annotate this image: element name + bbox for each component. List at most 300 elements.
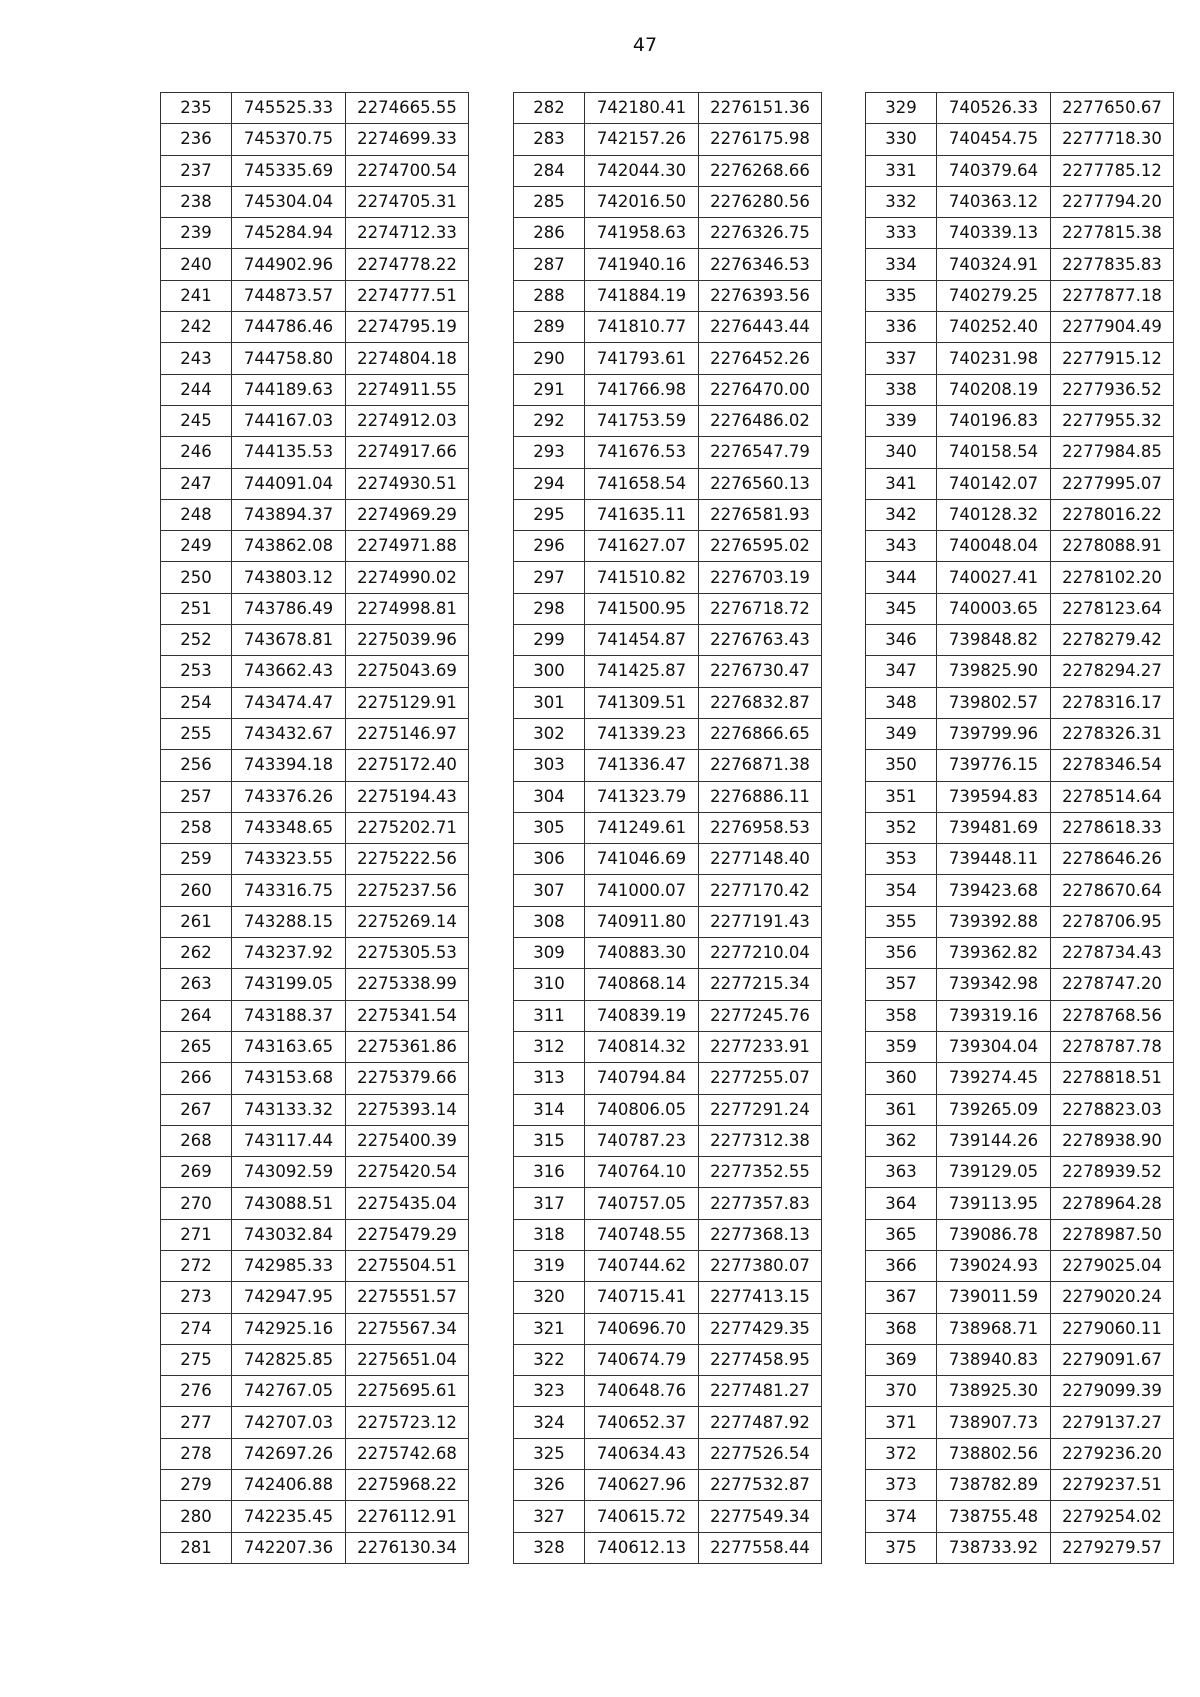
y-coordinate-cell: 2274665.55 [346,93,469,124]
y-coordinate-cell: 2275222.56 [346,844,469,875]
y-coordinate-cell: 2274705.31 [346,186,469,217]
point-number-cell: 245 [161,405,232,436]
y-coordinate-cell: 2275237.56 [346,875,469,906]
table-row [866,1188,1174,1219]
x-coordinate-cell: 739448.11 [937,844,1051,875]
y-coordinate-cell: 2274912.03 [346,405,469,436]
table-row [161,405,469,436]
x-coordinate-cell: 741627.07 [585,531,699,562]
point-number-cell: 250 [161,562,232,593]
y-coordinate-cell: 2279025.04 [1051,1250,1174,1281]
table-row [161,1282,469,1313]
y-coordinate-cell: 2274712.33 [346,218,469,249]
x-coordinate-cell: 742044.30 [585,155,699,186]
y-coordinate-cell: 2276452.26 [699,343,822,374]
y-coordinate-cell: 2277794.20 [1051,186,1174,217]
x-coordinate-cell: 738925.30 [937,1376,1051,1407]
table-row [866,1094,1174,1125]
y-coordinate-cell: 2279237.51 [1051,1470,1174,1501]
point-number-cell: 274 [161,1313,232,1344]
table-row [161,812,469,843]
table-row [161,687,469,718]
table-row [514,124,822,155]
point-number-cell: 362 [866,1125,937,1156]
table-row [514,562,822,593]
y-coordinate-cell: 2278102.20 [1051,562,1174,593]
y-coordinate-cell: 2277877.18 [1051,280,1174,311]
x-coordinate-cell: 740794.84 [585,1063,699,1094]
x-coordinate-cell: 742985.33 [232,1250,346,1281]
table-row [514,93,822,124]
point-number-cell: 310 [514,969,585,1000]
y-coordinate-cell: 2277429.35 [699,1313,822,1344]
y-coordinate-cell: 2277984.85 [1051,437,1174,468]
x-coordinate-cell: 741658.54 [585,468,699,499]
x-coordinate-cell: 745370.75 [232,124,346,155]
x-coordinate-cell: 741766.98 [585,374,699,405]
table-row [161,1188,469,1219]
y-coordinate-cell: 2276730.47 [699,656,822,687]
table-row [161,844,469,875]
point-number-cell: 286 [514,218,585,249]
x-coordinate-cell: 740526.33 [937,93,1051,124]
x-coordinate-cell: 740648.76 [585,1376,699,1407]
point-number-cell: 322 [514,1344,585,1375]
point-number-cell: 341 [866,468,937,499]
y-coordinate-cell: 2277936.52 [1051,374,1174,405]
y-coordinate-cell: 2279060.11 [1051,1313,1174,1344]
table-row [161,531,469,562]
x-coordinate-cell: 742016.50 [585,186,699,217]
y-coordinate-cell: 2277148.40 [699,844,822,875]
x-coordinate-cell: 739423.68 [937,875,1051,906]
table-row [866,1376,1174,1407]
x-coordinate-cell: 744902.96 [232,249,346,280]
y-coordinate-cell: 2278294.27 [1051,656,1174,687]
table-row [866,969,1174,1000]
point-number-cell: 369 [866,1344,937,1375]
point-number-cell: 350 [866,750,937,781]
y-coordinate-cell: 2278747.20 [1051,969,1174,1000]
x-coordinate-cell: 740027.41 [937,562,1051,593]
y-coordinate-cell: 2276130.34 [346,1532,469,1563]
point-number-cell: 368 [866,1313,937,1344]
point-number-cell: 273 [161,1282,232,1313]
y-coordinate-cell: 2277718.30 [1051,124,1174,155]
y-coordinate-cell: 2278279.42 [1051,625,1174,656]
x-coordinate-cell: 743678.81 [232,625,346,656]
y-coordinate-cell: 2279279.57 [1051,1532,1174,1563]
table-row [866,1219,1174,1250]
y-coordinate-cell: 2275968.22 [346,1470,469,1501]
point-number-cell: 307 [514,875,585,906]
point-number-cell: 277 [161,1407,232,1438]
table-row [866,625,1174,656]
y-coordinate-cell: 2275129.91 [346,687,469,718]
table-row [866,593,1174,624]
point-number-cell: 298 [514,593,585,624]
table-row [161,218,469,249]
point-number-cell: 306 [514,844,585,875]
table-row [866,1501,1174,1532]
point-number-cell: 282 [514,93,585,124]
y-coordinate-cell: 2277915.12 [1051,343,1174,374]
y-coordinate-cell: 2275567.34 [346,1313,469,1344]
x-coordinate-cell: 742947.95 [232,1282,346,1313]
y-coordinate-cell: 2275420.54 [346,1157,469,1188]
table-row [514,687,822,718]
x-coordinate-cell: 739011.59 [937,1282,1051,1313]
table-row [161,1501,469,1532]
x-coordinate-cell: 740379.64 [937,155,1051,186]
table-row [514,1344,822,1375]
y-coordinate-cell: 2277549.34 [699,1501,822,1532]
point-number-cell: 259 [161,844,232,875]
table-row [866,468,1174,499]
point-number-cell: 313 [514,1063,585,1094]
x-coordinate-cell: 742235.45 [232,1501,346,1532]
table-row [161,1157,469,1188]
point-number-cell: 372 [866,1438,937,1469]
x-coordinate-cell: 741425.87 [585,656,699,687]
point-number-cell: 366 [866,1250,937,1281]
y-coordinate-cell: 2278316.17 [1051,687,1174,718]
x-coordinate-cell: 741958.63 [585,218,699,249]
point-number-cell: 279 [161,1470,232,1501]
point-number-cell: 290 [514,343,585,374]
x-coordinate-cell: 739776.15 [937,750,1051,781]
x-coordinate-cell: 740787.23 [585,1125,699,1156]
point-number-cell: 280 [161,1501,232,1532]
point-number-cell: 247 [161,468,232,499]
x-coordinate-cell: 741309.51 [585,687,699,718]
table-row [514,938,822,969]
y-coordinate-cell: 2277785.12 [1051,155,1174,186]
table-row [866,343,1174,374]
table-row [161,124,469,155]
y-coordinate-cell: 2277291.24 [699,1094,822,1125]
table-row [514,1376,822,1407]
y-coordinate-cell: 2275039.96 [346,625,469,656]
x-coordinate-cell: 740715.41 [585,1282,699,1313]
table-row [161,593,469,624]
point-number-cell: 348 [866,687,937,718]
point-number-cell: 367 [866,1282,937,1313]
y-coordinate-cell: 2276151.36 [699,93,822,124]
y-coordinate-cell: 2276443.44 [699,312,822,343]
table-row [161,1470,469,1501]
table-row [514,218,822,249]
point-number-cell: 312 [514,1031,585,1062]
point-number-cell: 251 [161,593,232,624]
y-coordinate-cell: 2277215.34 [699,969,822,1000]
point-number-cell: 326 [514,1470,585,1501]
table-row [866,1063,1174,1094]
x-coordinate-cell: 745304.04 [232,186,346,217]
point-number-cell: 327 [514,1501,585,1532]
y-coordinate-cell: 2275341.54 [346,1000,469,1031]
point-number-cell: 278 [161,1438,232,1469]
table-row [514,531,822,562]
x-coordinate-cell: 743786.49 [232,593,346,624]
table-row [514,906,822,937]
y-coordinate-cell: 2274917.66 [346,437,469,468]
x-coordinate-cell: 740757.05 [585,1188,699,1219]
x-coordinate-cell: 743092.59 [232,1157,346,1188]
table-row [161,1376,469,1407]
table-row [866,124,1174,155]
table-row [514,656,822,687]
table-row [514,1031,822,1062]
x-coordinate-cell: 741510.82 [585,562,699,593]
table-row [866,186,1174,217]
point-number-cell: 353 [866,844,937,875]
x-coordinate-cell: 744873.57 [232,280,346,311]
x-coordinate-cell: 738733.92 [937,1532,1051,1563]
table-row [866,218,1174,249]
y-coordinate-cell: 2275338.99 [346,969,469,1000]
x-coordinate-cell: 741793.61 [585,343,699,374]
y-coordinate-cell: 2274699.33 [346,124,469,155]
point-number-cell: 262 [161,938,232,969]
y-coordinate-cell: 2275479.29 [346,1219,469,1250]
x-coordinate-cell: 738802.56 [937,1438,1051,1469]
point-number-cell: 329 [866,93,937,124]
x-coordinate-cell: 739086.78 [937,1219,1051,1250]
point-number-cell: 272 [161,1250,232,1281]
x-coordinate-cell: 741336.47 [585,750,699,781]
x-coordinate-cell: 743117.44 [232,1125,346,1156]
point-number-cell: 351 [866,781,937,812]
table-row [866,374,1174,405]
point-number-cell: 254 [161,687,232,718]
x-coordinate-cell: 742767.05 [232,1376,346,1407]
table-row [514,1407,822,1438]
point-number-cell: 304 [514,781,585,812]
y-coordinate-cell: 2275723.12 [346,1407,469,1438]
y-coordinate-cell: 2278514.64 [1051,781,1174,812]
y-coordinate-cell: 2275695.61 [346,1376,469,1407]
point-number-cell: 352 [866,812,937,843]
x-coordinate-cell: 739825.90 [937,656,1051,687]
x-coordinate-cell: 739144.26 [937,1125,1051,1156]
table-row [514,1000,822,1031]
y-coordinate-cell: 2275361.86 [346,1031,469,1062]
point-number-cell: 249 [161,531,232,562]
x-coordinate-cell: 740868.14 [585,969,699,1000]
point-number-cell: 297 [514,562,585,593]
table-row [161,562,469,593]
table-row [514,312,822,343]
table-row [866,1157,1174,1188]
table-row [514,1313,822,1344]
point-number-cell: 238 [161,186,232,217]
table-row [866,844,1174,875]
y-coordinate-cell: 2278016.22 [1051,499,1174,530]
y-coordinate-cell: 2279254.02 [1051,1501,1174,1532]
x-coordinate-cell: 739392.88 [937,906,1051,937]
point-number-cell: 311 [514,1000,585,1031]
x-coordinate-cell: 742207.36 [232,1532,346,1563]
x-coordinate-cell: 740883.30 [585,938,699,969]
table-row [161,93,469,124]
table-row [161,1438,469,1469]
y-coordinate-cell: 2276547.79 [699,437,822,468]
x-coordinate-cell: 738968.71 [937,1313,1051,1344]
y-coordinate-cell: 2278823.03 [1051,1094,1174,1125]
y-coordinate-cell: 2276470.00 [699,374,822,405]
x-coordinate-cell: 742707.03 [232,1407,346,1438]
y-coordinate-cell: 2275651.04 [346,1344,469,1375]
table-row [514,1470,822,1501]
x-coordinate-cell: 740839.19 [585,1000,699,1031]
y-coordinate-cell: 2278706.95 [1051,906,1174,937]
point-number-cell: 347 [866,656,937,687]
table-row [514,155,822,186]
point-number-cell: 363 [866,1157,937,1188]
y-coordinate-cell: 2279137.27 [1051,1407,1174,1438]
y-coordinate-cell: 2276958.53 [699,812,822,843]
point-number-cell: 243 [161,343,232,374]
point-number-cell: 237 [161,155,232,186]
point-number-cell: 236 [161,124,232,155]
y-coordinate-cell: 2275146.97 [346,718,469,749]
y-coordinate-cell: 2277995.07 [1051,468,1174,499]
point-number-cell: 255 [161,718,232,749]
y-coordinate-cell: 2275379.66 [346,1063,469,1094]
y-coordinate-cell: 2275742.68 [346,1438,469,1469]
y-coordinate-cell: 2277650.67 [1051,93,1174,124]
table-row [866,1031,1174,1062]
table-row [161,499,469,530]
x-coordinate-cell: 741249.61 [585,812,699,843]
table-row [866,656,1174,687]
y-coordinate-cell: 2277413.15 [699,1282,822,1313]
y-coordinate-cell: 2277170.42 [699,875,822,906]
x-coordinate-cell: 743662.43 [232,656,346,687]
point-number-cell: 316 [514,1157,585,1188]
page-number: 47 [632,34,658,56]
table-row [161,1219,469,1250]
table-row [161,938,469,969]
x-coordinate-cell: 743432.67 [232,718,346,749]
x-coordinate-cell: 741884.19 [585,280,699,311]
point-number-cell: 328 [514,1532,585,1563]
x-coordinate-cell: 743153.68 [232,1063,346,1094]
x-coordinate-cell: 741454.87 [585,625,699,656]
x-coordinate-cell: 741000.07 [585,875,699,906]
y-coordinate-cell: 2277245.76 [699,1000,822,1031]
point-number-cell: 253 [161,656,232,687]
table-row [514,499,822,530]
x-coordinate-cell: 740324.91 [937,249,1051,280]
x-coordinate-cell: 740696.70 [585,1313,699,1344]
coordinate-table-3 [865,92,1174,1564]
y-coordinate-cell: 2279091.67 [1051,1344,1174,1375]
table-row [514,781,822,812]
point-number-cell: 318 [514,1219,585,1250]
y-coordinate-cell: 2274990.02 [346,562,469,593]
point-number-cell: 333 [866,218,937,249]
x-coordinate-cell: 743316.75 [232,875,346,906]
table-row [866,687,1174,718]
point-number-cell: 284 [514,155,585,186]
table-row [866,1532,1174,1563]
point-number-cell: 294 [514,468,585,499]
y-coordinate-cell: 2277835.83 [1051,249,1174,280]
y-coordinate-cell: 2275172.40 [346,750,469,781]
table-row [514,718,822,749]
table-row [866,562,1174,593]
point-number-cell: 334 [866,249,937,280]
point-number-cell: 343 [866,531,937,562]
y-coordinate-cell: 2277255.07 [699,1063,822,1094]
y-coordinate-cell: 2277955.32 [1051,405,1174,436]
x-coordinate-cell: 739265.09 [937,1094,1051,1125]
coordinate-table-1 [160,92,469,1564]
x-coordinate-cell: 741810.77 [585,312,699,343]
y-coordinate-cell: 2276866.65 [699,718,822,749]
point-number-cell: 268 [161,1125,232,1156]
table-row [866,1438,1174,1469]
point-number-cell: 261 [161,906,232,937]
point-number-cell: 354 [866,875,937,906]
y-coordinate-cell: 2278346.54 [1051,750,1174,781]
table-row [514,812,822,843]
point-number-cell: 345 [866,593,937,624]
x-coordinate-cell: 740748.55 [585,1219,699,1250]
point-number-cell: 374 [866,1501,937,1532]
table-row [514,1188,822,1219]
table-row [866,906,1174,937]
y-coordinate-cell: 2276832.87 [699,687,822,718]
point-number-cell: 246 [161,437,232,468]
table-row [514,186,822,217]
point-number-cell: 292 [514,405,585,436]
point-number-cell: 325 [514,1438,585,1469]
y-coordinate-cell: 2279020.24 [1051,1282,1174,1313]
table-row [866,781,1174,812]
x-coordinate-cell: 740339.13 [937,218,1051,249]
point-number-cell: 365 [866,1219,937,1250]
point-number-cell: 276 [161,1376,232,1407]
table-row [866,1250,1174,1281]
x-coordinate-cell: 739362.82 [937,938,1051,969]
x-coordinate-cell: 740003.65 [937,593,1051,624]
y-coordinate-cell: 2275269.14 [346,906,469,937]
x-coordinate-cell: 739319.16 [937,1000,1051,1031]
x-coordinate-cell: 739594.83 [937,781,1051,812]
table-row [866,93,1174,124]
x-coordinate-cell: 742925.16 [232,1313,346,1344]
y-coordinate-cell: 2274795.19 [346,312,469,343]
x-coordinate-cell: 744167.03 [232,405,346,436]
x-coordinate-cell: 743474.47 [232,687,346,718]
x-coordinate-cell: 743862.08 [232,531,346,562]
y-coordinate-cell: 2277815.38 [1051,218,1174,249]
table-row [161,437,469,468]
table-row [161,155,469,186]
y-coordinate-cell: 2277357.83 [699,1188,822,1219]
y-coordinate-cell: 2275393.14 [346,1094,469,1125]
table-row [514,1532,822,1563]
x-coordinate-cell: 744189.63 [232,374,346,405]
y-coordinate-cell: 2276280.56 [699,186,822,217]
table-row [161,343,469,374]
y-coordinate-cell: 2276112.91 [346,1501,469,1532]
y-coordinate-cell: 2277487.92 [699,1407,822,1438]
point-number-cell: 335 [866,280,937,311]
